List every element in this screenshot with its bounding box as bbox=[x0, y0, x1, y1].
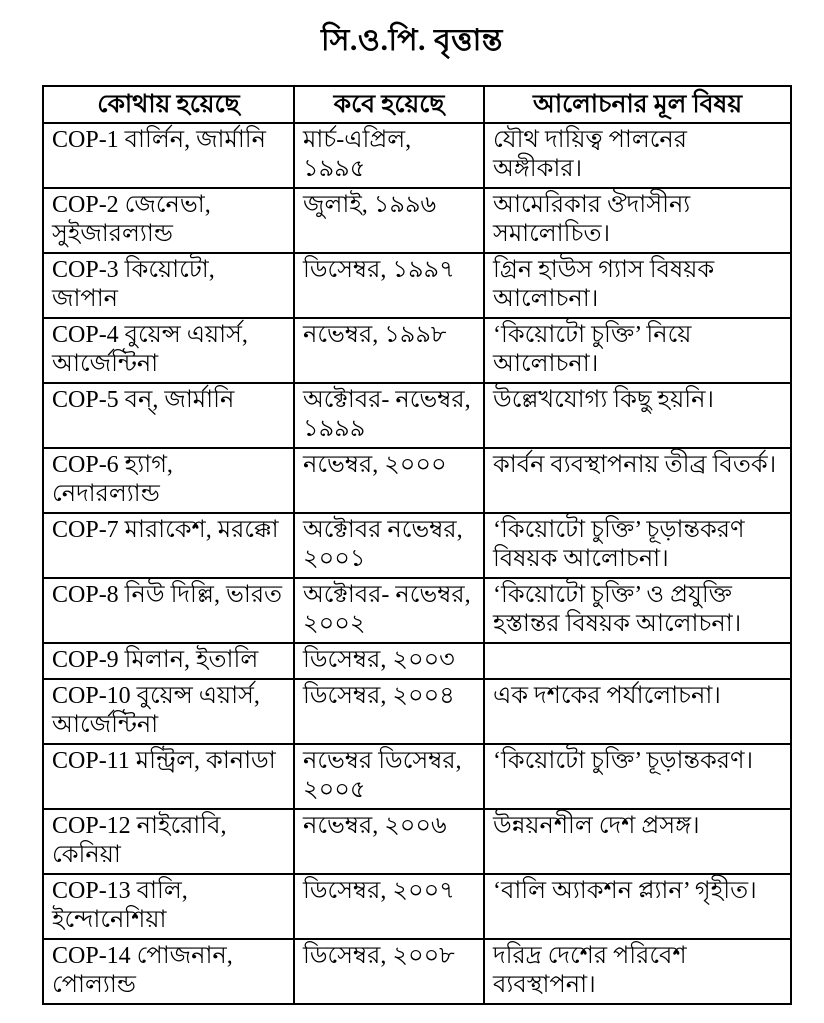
cell-topic: ‘কিয়োটো চুক্তি’ নিয়ে আলোচনা। bbox=[484, 318, 791, 383]
cell-where: COP-2 জেনেভা, সুইজারল্যান্ড bbox=[43, 188, 294, 253]
cell-topic: কার্বন ব্যবস্থাপনায় তীব্র বিতর্ক। bbox=[484, 448, 791, 513]
cell-when: নভেম্বর, ১৯৯৮ bbox=[294, 318, 484, 383]
cell-where: COP-11 মন্ট্রিল, কানাডা bbox=[43, 744, 294, 809]
cell-when: নভেম্বর, ২০০০ bbox=[294, 448, 484, 513]
cell-topic bbox=[484, 643, 791, 679]
cop-table bbox=[42, 85, 792, 1005]
table-row bbox=[43, 578, 791, 643]
table-row bbox=[43, 809, 791, 874]
cell-where: COP-7 মারাকেশ, মরক্কো bbox=[43, 513, 294, 578]
table-row bbox=[43, 448, 791, 513]
cell-where: COP-14 পোজনান, পোল্যান্ড bbox=[43, 939, 294, 1004]
cell-when: নভেম্বর ডিসেম্বর, ২০০৫ bbox=[294, 744, 484, 809]
table-row bbox=[43, 253, 791, 318]
cell-topic: যৌথ দায়িত্ব পালনের অঙ্গীকার। bbox=[484, 123, 791, 188]
header-where: কোথায় হয়েছে bbox=[43, 86, 294, 123]
cell-when: ডিসেম্বর, ২০০৮ bbox=[294, 939, 484, 1004]
cell-when: অক্টোবর- নভেম্বর, ১৯৯৯ bbox=[294, 383, 484, 448]
header-when: কবে হয়েছে bbox=[294, 86, 484, 123]
cell-when: মার্চ-এপ্রিল, ১৯৯৫ bbox=[294, 123, 484, 188]
table-row bbox=[43, 513, 791, 578]
page-title: সি.ও.পি. বৃত্তান্ত bbox=[321, 24, 503, 57]
header-topic: আলোচনার মূল বিষয় bbox=[484, 86, 791, 123]
table-row bbox=[43, 939, 791, 1004]
cell-when: ডিসেম্বর, ২০০৩ bbox=[294, 643, 484, 679]
cell-when: জুলাই, ১৯৯৬ bbox=[294, 188, 484, 253]
cell-topic: দরিদ্র দেশের পরিবেশ ব্যবস্থাপনা। bbox=[484, 939, 791, 1004]
table-row bbox=[43, 679, 791, 744]
table-row bbox=[43, 744, 791, 809]
table-row bbox=[43, 188, 791, 253]
cell-where: COP-12 নাইরোবি, কেনিয়া bbox=[43, 809, 294, 874]
cell-topic: ‘কিয়োটো চুক্তি’ চূড়ান্তকরণ। bbox=[484, 744, 791, 809]
cop-table-body bbox=[43, 123, 791, 1004]
cell-topic: এক দশকের পর্যালোচনা। bbox=[484, 679, 791, 744]
cell-where: COP-6 হ্যাগ, নেদারল্যান্ড bbox=[43, 448, 294, 513]
cell-topic: আমেরিকার ঔদাসীন্য সমালোচিত। bbox=[484, 188, 791, 253]
cell-where: COP-9 মিলান, ইতালি bbox=[43, 643, 294, 679]
cell-topic: ‘বালি অ্যাকশন প্ল্যান’ গৃহীত। bbox=[484, 874, 791, 939]
cell-topic: উল্লেখযোগ্য কিছু হয়নি। bbox=[484, 383, 791, 448]
cell-where: COP-5 বন্, জার্মানি bbox=[43, 383, 294, 448]
cell-where: COP-3 কিয়োটো, জাপান bbox=[43, 253, 294, 318]
table-row bbox=[43, 383, 791, 448]
cell-when: নভেম্বর, ২০০৬ bbox=[294, 809, 484, 874]
table-row bbox=[43, 874, 791, 939]
cell-topic: ‘কিয়োটো চুক্তি’ চূড়ান্তকরণ বিষয়ক আলোচনা। bbox=[484, 513, 791, 578]
cell-topic: গ্রিন হাউস গ্যাস বিষয়ক আলোচনা। bbox=[484, 253, 791, 318]
cell-when: ডিসেম্বর, ১৯৯৭ bbox=[294, 253, 484, 318]
cell-where: COP-1 বার্লিন, জার্মানি bbox=[43, 123, 294, 188]
table-row bbox=[43, 643, 791, 679]
cell-when: ডিসেম্বর, ২০০৪ bbox=[294, 679, 484, 744]
table-row bbox=[43, 123, 791, 188]
table-row bbox=[43, 318, 791, 383]
cell-where: COP-10 বুয়েন্স এয়ার্স, আর্জেন্টিনা bbox=[43, 679, 294, 744]
cell-where: COP-13 বালি, ইন্দোনেশিয়া bbox=[43, 874, 294, 939]
cell-where: COP-4 বুয়েন্স এয়ার্স, আর্জেন্টিনা bbox=[43, 318, 294, 383]
cell-when: অক্টোবর নভেম্বর, ২০০১ bbox=[294, 513, 484, 578]
cell-when: অক্টোবর- নভেম্বর, ২০০২ bbox=[294, 578, 484, 643]
cell-topic: ‘কিয়োটো চুক্তি’ ও প্রযুক্তি হস্তান্তর বিষয়ক আলোচনা। bbox=[484, 578, 791, 643]
table-header-row bbox=[43, 86, 791, 123]
cell-when: ডিসেম্বর, ২০০৭ bbox=[294, 874, 484, 939]
cell-where: COP-8 নিউ দিল্লি, ভারত bbox=[43, 578, 294, 643]
cell-topic: উন্নয়নশীল দেশ প্রসঙ্গ। bbox=[484, 809, 791, 874]
